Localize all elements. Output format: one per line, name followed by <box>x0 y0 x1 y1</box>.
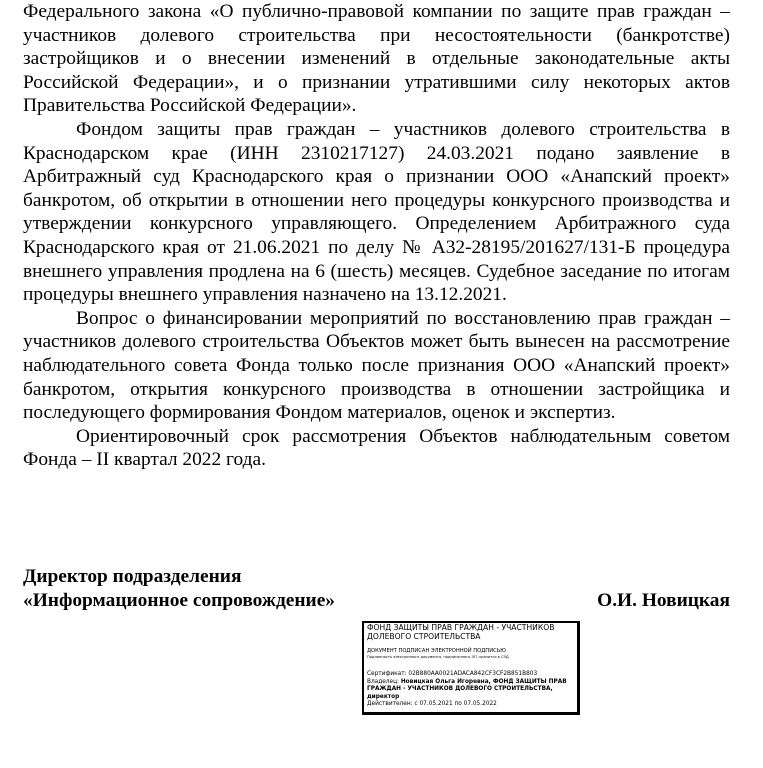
signer-name: О.И. Новицкая <box>597 589 730 611</box>
signer-position-line2: «Информационное сопровождение» <box>23 589 336 611</box>
stamp-validity: Действителен: с 07.05.2021 по 07.05.2022 <box>367 701 497 708</box>
stamp-organization: ФОНД ЗАЩИТЫ ПРАВ ГРАЖДАН - УЧАСТНИКОВ ДОЛЕВОГО СТРОИТЕЛЬСТВА <box>367 623 555 641</box>
stamp-owner: Новицкая Ольга Игоревна, ФОНД ЗАЩИТЫ ПРАВ ГРАЖДАН - УЧАСТНИКОВ ДОЛЕВОГО СТРОИТЕЛЬСТВА, директор <box>367 678 567 700</box>
stamp-certificate: Сертификат: 02B880AA0021ADACA842CF3CF2B851B803 <box>367 671 538 677</box>
paragraph-law-reference: Федерального закона «О публично-правовой компании по защите прав граждан – участников долевого строительства при несостоятельности (банкротстве) застройщиков и о внесении изменений в отдельные законодательные акты Российской Федерации», и о признании утратившими силу некоторых актов Правительства Российской Федерации». <box>23 1 730 117</box>
electronic-signature-stamp <box>362 621 580 715</box>
paragraph-review-deadline: Ориентировочный срок рассмотрения Объектов наблюдательным советом Фонда – II квартал 2022 года. <box>23 425 730 471</box>
document-body <box>23 0 730 472</box>
stamp-signed-note: ДОКУМЕНТ ПОДПИСАН ЭЛЕКТРОННОЙ ПОДПИСЬЮ <box>367 648 506 654</box>
stamp-signed-subnote: Подлинность электронного документа, подписанного ЭП, хранится в СЭД <box>367 655 509 659</box>
stamp-certificate-details <box>367 671 574 709</box>
signature-block <box>23 565 730 612</box>
signer-position-line1: Директор подразделения <box>23 566 242 587</box>
paragraph-financing-question: Вопрос о финансировании мероприятий по восстановлению прав граждан – участников долевого строительства Объектов может быть вынесен на рассмотрение наблюдательного совета Фонда только после признания ООО «Анапский проект» банкротом, открытия конкурсного производства в отношении застройщика и последующего формирования Фондом материалов, оценок и экспертиз. <box>23 307 730 424</box>
paragraph-court-application: Фондом защиты прав граждан – участников долевого строительства в Краснодарском крае (ИНН 2310217127) 24.03.2021 подано заявление в Арбитражный суд Краснодарского края о признании ООО «Анапский проект» банкротом, об открытии в отношении него процедуры конкурсного производства и утверждении конкурсного управляющего. Определением Арбитражного суда Краснодарского края от 21.06.2021 по делу № А32-28195/201627/131-Б процедура внешнего управления продлена на 6 (шесть) месяцев. Судебное заседание по итогам процедуры внешнего управления назначено на 13.12.2021. <box>23 118 730 306</box>
stamp-owner-row <box>367 679 574 702</box>
stamp-owner-prefix: Владелец: <box>367 678 401 685</box>
